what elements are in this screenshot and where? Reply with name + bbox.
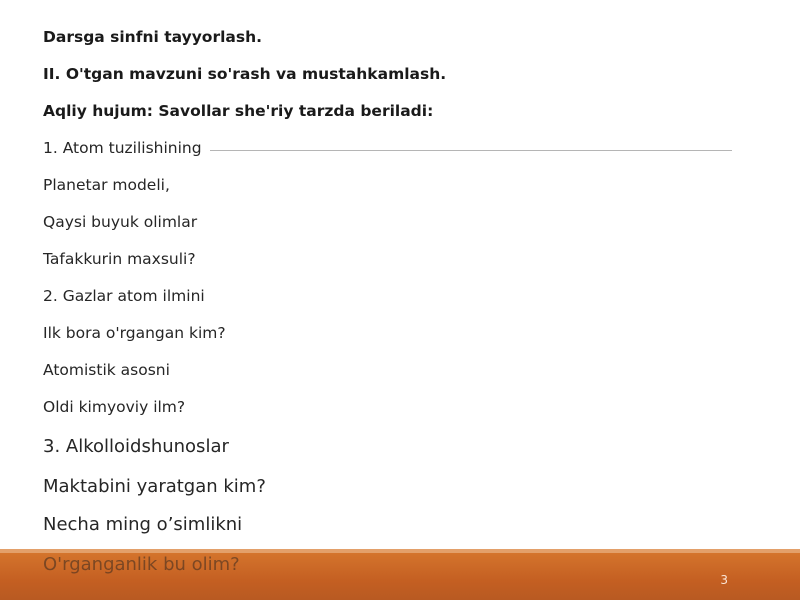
body-line-3: Qaysi buyuk olimlar [43,213,198,231]
large-line-3: Necha ming o’simlikni [43,514,243,535]
heading-line-3: Aqliy hujum: Savollar she'riy tarzda beriladi: [43,102,434,120]
overflow-line: O'rganganlik bu olim? [43,554,240,575]
horizontal-rule [210,150,732,151]
heading-line-1: Darsga sinfni tayyorlash. [43,28,263,46]
body-line-8: Oldi kimyoviy ilm? [43,398,186,416]
large-line-2: Maktabini yaratgan kim? [43,476,266,497]
large-line-1: 3. Alkolloidshunoslar [43,436,229,457]
body-line-6: Ilk bora o'rgangan kim? [43,324,226,342]
body-line-4: Tafakkurin maxsuli? [43,250,196,268]
body-line-2: Planetar modeli, [43,176,170,194]
body-line-5: 2. Gazlar atom ilmini [43,287,205,305]
heading-line-2: II. O'tgan mavzuni so'rash va mustahkamlash. [43,65,447,83]
page-number: 3 [720,573,728,587]
body-line-1: 1. Atom tuzilishining [43,139,202,157]
body-line-7: Atomistik asosni [43,361,170,379]
